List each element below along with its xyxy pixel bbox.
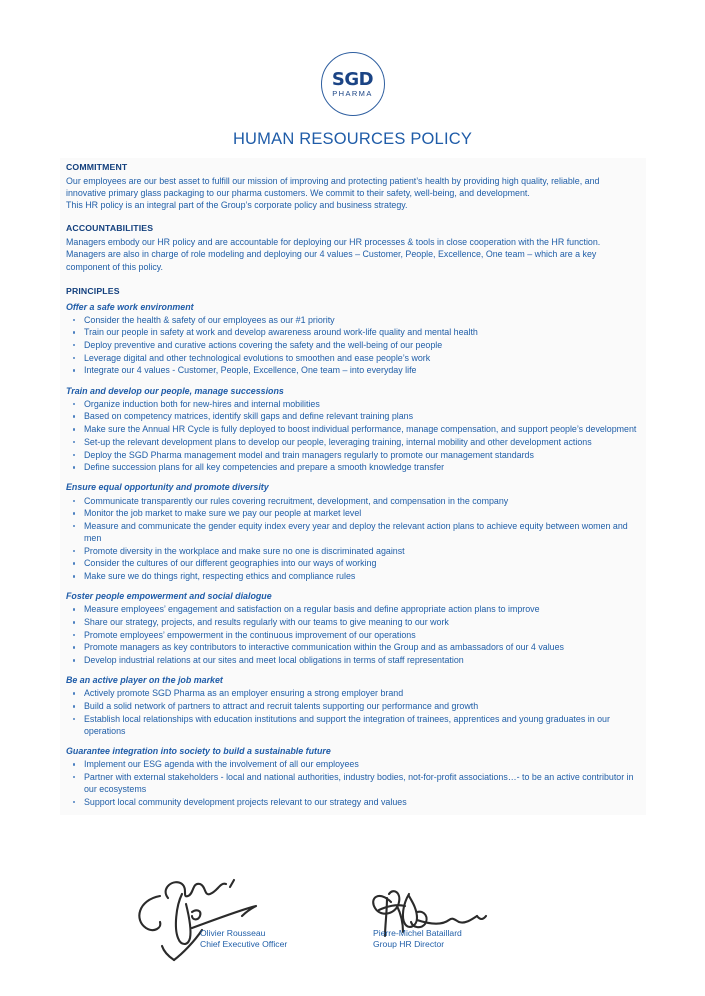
list-item: Promote employees’ empowerment in the continuous improvement of our operations <box>60 629 646 641</box>
list-item: Make sure we do things right, respecting ethics and compliance rules <box>60 570 646 582</box>
principles-group-3 <box>60 481 646 582</box>
principles-subheading: Offer a safe work environment <box>66 301 194 312</box>
principles-subheading: Guarantee integration into society to build a sustainable future <box>66 746 331 757</box>
signature-block-hr <box>373 928 462 951</box>
principles-group-1 <box>60 301 646 377</box>
principles-bullet-list <box>60 314 646 377</box>
commitment-paragraph-1: Our employees are our best asset to fulfill our mission of improving and protecting patient’s health by providing high quality, reliable, and innovative primary glass packaging to our pharma customers. We commit to their safety, well-being, and development. <box>66 175 600 199</box>
signatory-name: Pierre-Michel Bataillard <box>373 928 462 938</box>
list-item: Train our people in safety at work and develop awareness around work-life quality and mental health <box>60 326 646 338</box>
principles-bullet-list <box>60 758 646 808</box>
list-item: Leverage digital and other technological evolutions to smoothen and ease people’s work <box>60 352 646 364</box>
signature-block-ceo <box>200 928 287 951</box>
principles-subheading: Be an active player on the job market <box>66 675 223 686</box>
list-item: Promote diversity in the workplace and make sure no one is discriminated against <box>60 545 646 557</box>
list-item: Measure and communicate the gender equity index every year and deploy the relevant action plans to achieve equity between women and men <box>60 520 646 544</box>
list-item: Monitor the job market to make sure we pay our people at market level <box>60 507 646 519</box>
signatory-role: Chief Executive Officer <box>200 939 288 950</box>
principles-bullet-list <box>60 495 646 583</box>
list-item: Consider the health & safety of our employees as our #1 priority <box>60 314 646 326</box>
logo-brand-text: SGD <box>331 68 374 90</box>
list-item: Organize induction both for new-hires and internal mobilities <box>60 398 646 410</box>
signatory-name: Olivier Rousseau <box>200 928 266 938</box>
principles-group-4 <box>60 590 646 666</box>
list-item: Build a solid network of partners to attract and recruit talents supporting our performance and growth <box>60 700 646 712</box>
list-item: Partner with external stakeholders - local and national authorities, industry bodies, not-for-profit associations…- to be an active contributor in our ecosystems <box>60 771 646 795</box>
list-item: Develop industrial relations at our sites and meet local obligations in terms of staff representation <box>60 654 646 666</box>
company-logo <box>0 52 705 116</box>
principles-subheading: Foster people empowerment and social dialogue <box>66 591 272 602</box>
principles-group-6 <box>60 745 646 808</box>
accountabilities-paragraph-1: Managers embody our HR policy and are accountable for deploying our HR processes & tools in close cooperation with the HR function. Managers are also in charge of role modeling and deploying our 4 values – Customer, People, Excellence, One team – which are a key component of this policy. <box>66 237 601 272</box>
commitment-heading: COMMITMENT <box>66 162 128 172</box>
list-item: Establish local relationships with education institutions and support the integration of trainees, apprentices and young graduates in our operations <box>60 713 646 737</box>
list-item: Communicate transparently our rules covering recruitment, development, and compensation in the company <box>60 495 646 507</box>
list-item: Deploy preventive and curative actions covering the safety and the well-being of our people <box>60 339 646 351</box>
list-item: Set-up the relevant development plans to develop our people, leveraging training, internal mobility and other development actions <box>60 436 646 448</box>
commitment-paragraph-2: This HR policy is an integral part of the Group’s corporate policy and business strategy. <box>66 200 408 211</box>
list-item: Consider the cultures of our different geographies into our ways of working <box>60 557 646 569</box>
policy-content <box>60 158 646 815</box>
list-item: Measure employees’ engagement and satisfaction on a regular basis and define appropriate action plans to improve <box>60 603 646 615</box>
principles-bullet-list <box>60 603 646 666</box>
list-item: Support local community development projects relevant to our strategy and values <box>60 796 646 808</box>
signature-mark-ceo <box>130 876 320 966</box>
principles-group-2 <box>60 385 646 474</box>
signatory-role: Group HR Director <box>373 939 445 950</box>
principles-subheading: Ensure equal opportunity and promote diversity <box>66 482 269 493</box>
principles-bullet-list <box>60 687 646 737</box>
logo-circle <box>321 52 385 116</box>
list-item: Promote managers as key contributors to interactive communication within the Group and as ambassadors of our 4 values <box>60 641 646 653</box>
principles-bullet-list <box>60 398 646 474</box>
page-title: HUMAN RESOURCES POLICY <box>232 130 473 148</box>
list-item: Deploy the SGD Pharma management model and train managers regularly to promote our management standards <box>60 449 646 461</box>
list-item: Define succession plans for all key competencies and prepare a smooth knowledge transfer <box>60 461 646 473</box>
list-item: Integrate our 4 values - Customer, People, Excellence, One team – into everyday life <box>60 364 646 376</box>
accountabilities-heading: ACCOUNTABILITIES <box>66 223 154 234</box>
list-item: Based on competency matrices, identify skill gaps and define relevant training plans <box>60 410 646 422</box>
logo-sub-text: PHARMA <box>332 88 373 98</box>
list-item: Actively promote SGD Pharma as an employer ensuring a strong employer brand <box>60 687 646 699</box>
list-item: Share our strategy, projects, and results regularly with our teams to give meaning to our work <box>60 616 646 628</box>
principles-heading: PRINCIPLES <box>66 285 120 296</box>
list-item: Implement our ESG agenda with the involvement of all our employees <box>60 758 646 770</box>
principles-group-5 <box>60 674 646 737</box>
list-item: Make sure the Annual HR Cycle is fully deployed to boost individual performance, manage compensation, and support people’s development <box>60 423 646 435</box>
signature-area <box>60 880 646 980</box>
principles-subheading: Train and develop our people, manage successions <box>66 385 284 396</box>
